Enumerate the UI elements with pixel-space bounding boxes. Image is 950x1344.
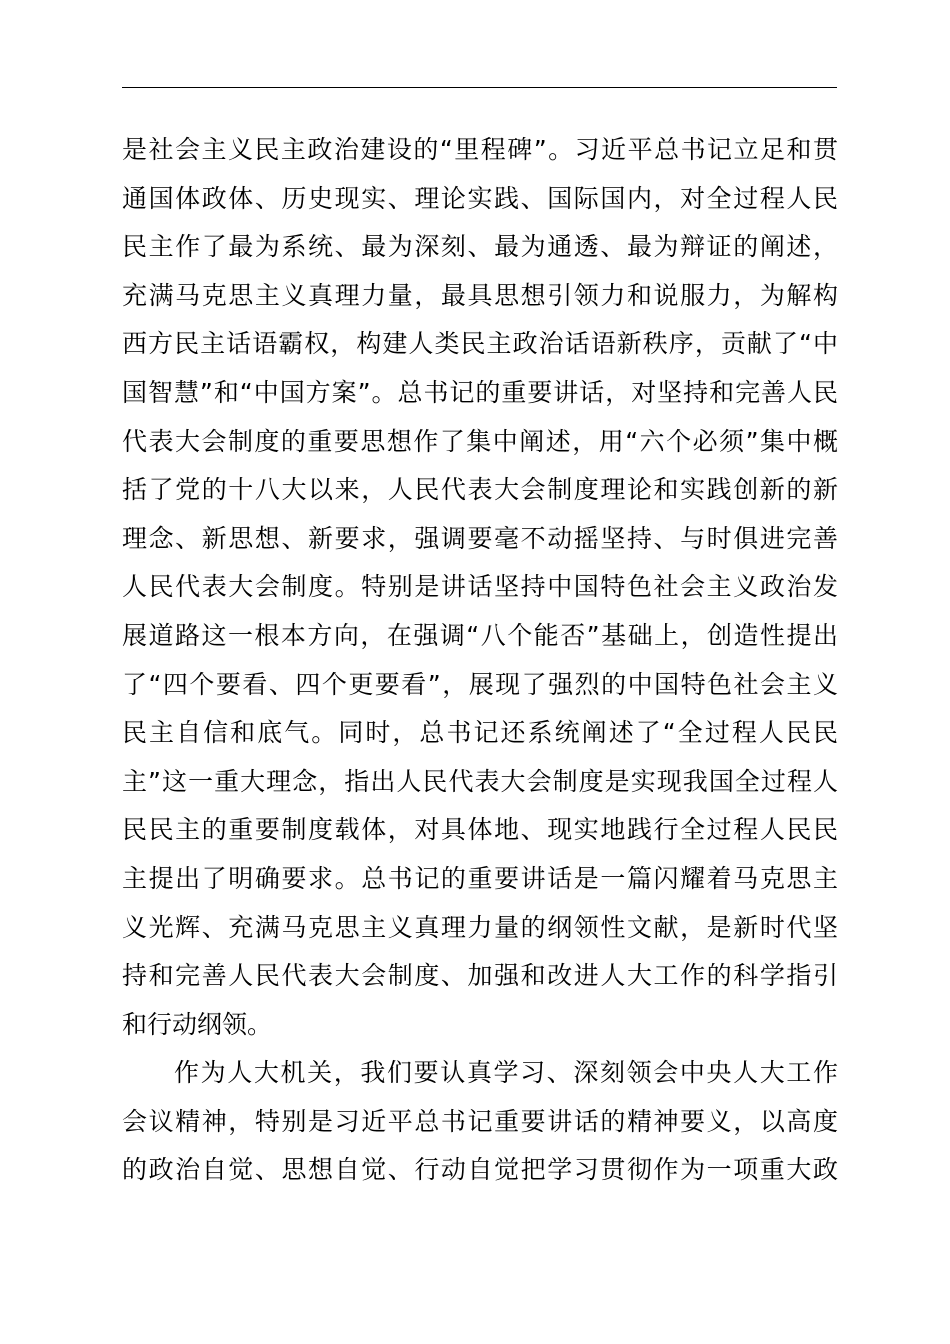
text-line: 主提出了明确要求。总书记的重要讲话是一篇闪耀着马克思主 <box>122 863 838 893</box>
text-line: 理念、新思想、新要求，强调要毫不动摇坚持、与时俱进完善 <box>122 523 838 553</box>
text-line: 主”这一重大理念，指出人民代表大会制度是实现我国全过程人 <box>122 766 838 796</box>
text-line: 了“四个要看、四个更要看”，展现了强烈的中国特色社会主义 <box>122 669 838 699</box>
text-line: 代表大会制度的重要思想作了集中阐述，用“六个必须”集中概 <box>122 426 838 456</box>
text-line: 民主自信和底气。同时，总书记还系统阐述了“全过程人民民 <box>122 718 838 748</box>
text-line: 义光辉、充满马克思主义真理力量的纲领性文献，是新时代坚 <box>122 912 838 942</box>
text-line: 人民代表大会制度。特别是讲话坚持中国特色社会主义政治发 <box>122 572 838 602</box>
text-line: 括了党的十八大以来，人民代表大会制度理论和实践创新的新 <box>122 475 838 505</box>
text-line: 通国体政体、历史现实、理论实践、国际国内，对全过程人民 <box>122 183 838 213</box>
document-body <box>122 126 838 1195</box>
paragraph-1 <box>122 126 838 1049</box>
text-line: 国智慧”和“中国方案”。总书记的重要讲话，对坚持和完善人民 <box>122 377 838 407</box>
text-line: 的政治自觉、思想自觉、行动自觉把学习贯彻作为一项重大政 <box>122 1155 838 1185</box>
text-line: 充满马克思主义真理力量，最具思想引领力和说服力，为解构 <box>122 280 838 310</box>
text-line: 作为人大机关，我们要认真学习、深刻领会中央人大工作 <box>174 1058 838 1088</box>
text-line: 展道路这一根本方向，在强调“八个能否”基础上，创造性提出 <box>122 620 838 650</box>
header-rule <box>122 87 837 88</box>
text-line: 会议精神，特别是习近平总书记重要讲话的精神要义，以高度 <box>122 1106 838 1136</box>
text-line: 民民主的重要制度载体，对具体地、现实地践行全过程人民民 <box>122 815 838 845</box>
paragraph-2 <box>122 1049 838 1195</box>
text-line: 持和完善人民代表大会制度、加强和改进人大工作的科学指引 <box>122 961 838 991</box>
text-line: 西方民主话语霸权，构建人类民主政治话语新秩序，贡献了“中 <box>122 329 838 359</box>
text-line: 是社会主义民主政治建设的“里程碑”。习近平总书记立足和贯 <box>122 135 838 164</box>
text-line: 民主作了最为系统、最为深刻、最为通透、最为辩证的阐述， <box>122 232 838 262</box>
text-line: 和行动纲领。 <box>122 1009 273 1039</box>
